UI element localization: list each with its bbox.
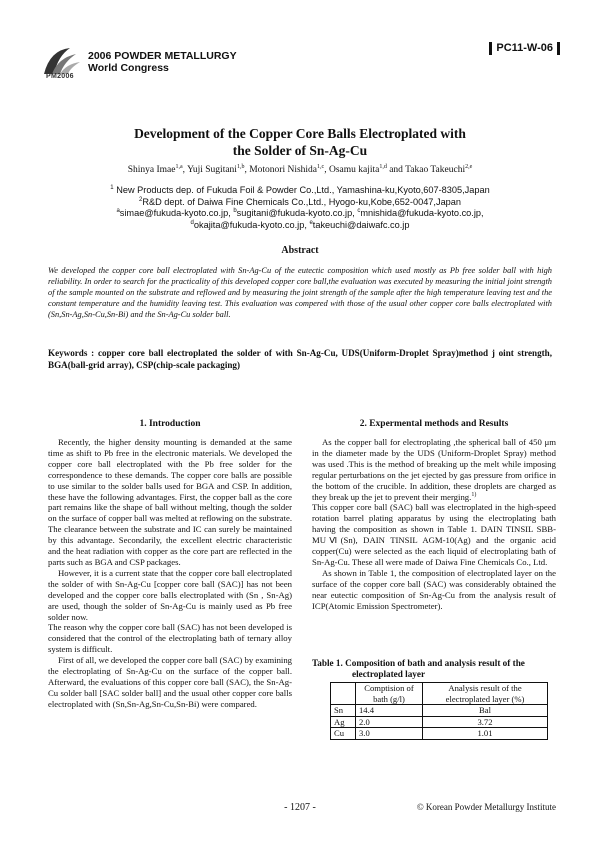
paragraph: The reason why the copper core ball (SAC) has not been developed is considered that the control of the electroplating bath of ternary alloy system is difficult. [48,622,292,655]
author: Takao Takeuchi$^{2,e}$ [405,163,473,175]
table-cell: Cu [331,728,356,740]
composition-table [330,682,548,740]
author: Yuji Sugitani$^{1,b}$ [187,163,245,175]
table-cell: 14.4 [356,705,423,717]
section-heading-introduction: 1. Introduction [139,419,201,429]
author: Motonori Nishida$^{1,c}$ [249,163,325,175]
affiliation-2: $^2$R&D dept. of Daiwa Fine Chemicals Co.,Ltd., Hyogo-ku,Kobe,652-0047,Japan [138,196,462,207]
table-cell: 1.01 [423,728,548,740]
column-left [48,437,292,710]
email-line-1: $^a$simae@fukuda-kyoto.co.jp, $^b$sugitani@fukuda-kyoto.co.jp, $^c$mnishida@fukuda-kyoto.co.jp, [116,207,484,218]
title-line1: Development of the Copper Core Balls Electroplated with [134,126,466,141]
affiliation-1: $^1$ New Products dep. of Fukuda Foil & Powder Co.,Ltd., Yamashina-ku,Kyoto,607-8305,Japan [110,184,490,195]
paragraph: First of all, we developed the copper core ball (SAC) by examining the electroplating of Sn-Ag-Cu on the surface of the copper ball. Afterward, the evaluations of this copper core ball (SAC), the Sn-Ag-Cu solder ball [SAC solder ball] and the usual other copper core balls electroplated with (Sn,Sn-Ag,Sn-Cu,Sn-Bi) were compared. [48,655,293,709]
paragraph: Recently, the higher density mounting is demanded at the same time as shift to Pb free in the electronic materials. We developed the copper core ball electroplated with the Pb free solder for the correspondence to these demands. The copper core balls are possible to use similar to the solder balls used for BGA and CSP. In addition, these have the following advantages. First, the copper ball as the core part remains like the shape of ball without melting, though the solder on the surface of copper ball was melted at reflowing on the substrate. The clearance between the substrate and IC can surely be maintained by this advantage. Secondarily, the excellent electric characteristic and the heat radiation with copper as the core part are reflected in the parts such as BGA and CSP packages. [48,437,292,567]
table-cell: 3.72 [423,716,548,728]
paragraph: This copper core ball (SAC) ball was electroplated in the high-speed rotation barrel plating apparatus by using the electroplating bath having the composition as shown in Table 1. DAIN TINSIL SBB-MUⅥ(Sn), DAIN TINSIL AGM-10(Ag) and the organic acid copper(Cu) were selected as the each liquid of electroplating bath of Sn-Ag-Cu. These all were made of Daiwa Fine Chemicals Co., Ltd. [312,502,556,567]
paper-code-badge: PC11-W-06 [489,42,560,55]
section-heading-methods: 2. Expermental methods and Results [359,419,509,429]
paper-title [60,125,540,159]
table-row [331,728,548,740]
author: Shinya Imae$^{1,a}$ [127,163,183,175]
paragraph: As the copper ball for electroplating ,the spherical ball of 450 μm in the diameter made by the UDS (Uniform-Droplet Spray) method was used .This is the method of breaking up the melt while imposing regular perturbations on the jet ejected by gas pressure from orifice in the bottom of the crucible. In addition, these droplets are charged as they break up the jet to prevent their merging.$^{1)}$ [312,437,556,502]
logo-text: PM2006 [46,73,74,80]
congress-line1: 2006 POWDER METALLURGY [88,50,237,62]
author: Osamu kajita$^{1,d}$ [328,163,387,175]
congress-line2: World Congress [88,62,169,74]
table-row [331,705,548,717]
author-list: Shinya Imae$^{1,a}$, Yuji Sugitani$^{1,b}$, Motonori Nishida$^{1,c}$, Osamu kajita$^{1,d}$ and Takao Takeuchi$^{2,e}$ [127,163,473,175]
page-number: - 1207 - [284,802,316,813]
congress-name [88,50,237,74]
table-cell: 3.0 [356,728,423,740]
keywords: Keywords : copper core ball electroplated the solder of with Sn-Ag-Cu, UDS(Uniform-Droplet Spray)method j oint strength, BGA(ball-grid array), CSP(chip-scale packaging) [48,348,552,370]
affiliations [40,185,560,231]
table-header-row [331,683,548,705]
table-caption: Table 1. Composition of bath and analysis result of the electroplated layer [312,658,525,679]
paragraph: As shown in Table 1, the composition of electroplated layer on the surface of the copper core ball (SAC) was considerably obtained the near eutectic composition of Sn-Ag-Cu from the analysis result of ICP(Atomic Emission Spectrometer). [312,567,556,611]
table-cell: 2.0 [356,716,423,728]
email-line-2: $^d$okajita@fukuda-kyoto.co.jp, $^e$takeuchi@daiwafc.co.jp [190,219,410,230]
title-line2: the Solder of Sn-Ag-Cu [232,143,368,158]
table-cell: Bal [423,705,548,717]
table-cell: Ag [331,716,356,728]
column-right [312,437,556,612]
reference-mark: 1) [471,491,477,498]
table-header: Analysis result of the electroplated layer (%) [423,683,548,705]
table-header: Comptision of bath (g/l) [356,683,423,705]
abstract-text: We developed the copper core ball electroplated with Sn-Ag-Cu of the eutectic composition which used mostly as Pb free solder ball with high reliability. In order to search for the practicality of this developed copper core ball,the evaluation was executed by measuring the initial joint strength of the sample mounted on the substrate and reflowed and by measuring the joint strength of the sample after the high temperature leaving test and the constant temperature and the humidity leaving test. This evaluation was compered with those of the usual other copper core balls electroplated with (Sn,Sn-Ag,Sn-Cu,Sn-Bi) and the Sn-Ag-Cu solder ball. [48,266,552,319]
abstract-heading: Abstract [281,245,319,256]
table-row [331,716,548,728]
table-cell: Sn [331,705,356,717]
paragraph: However, it is a current state that the copper core ball electroplated the solder of with Sn-Ag-Cu [copper core ball (SAC)] has not been developed and the copper core balls electroplated with (Sn , Sn-Ag) are used, though the solder of Sn-Ag-Cu is mainly used as Pb free solder now. [48,567,292,622]
copyright-notice: © Korean Powder Metallurgy Institute [416,802,556,812]
